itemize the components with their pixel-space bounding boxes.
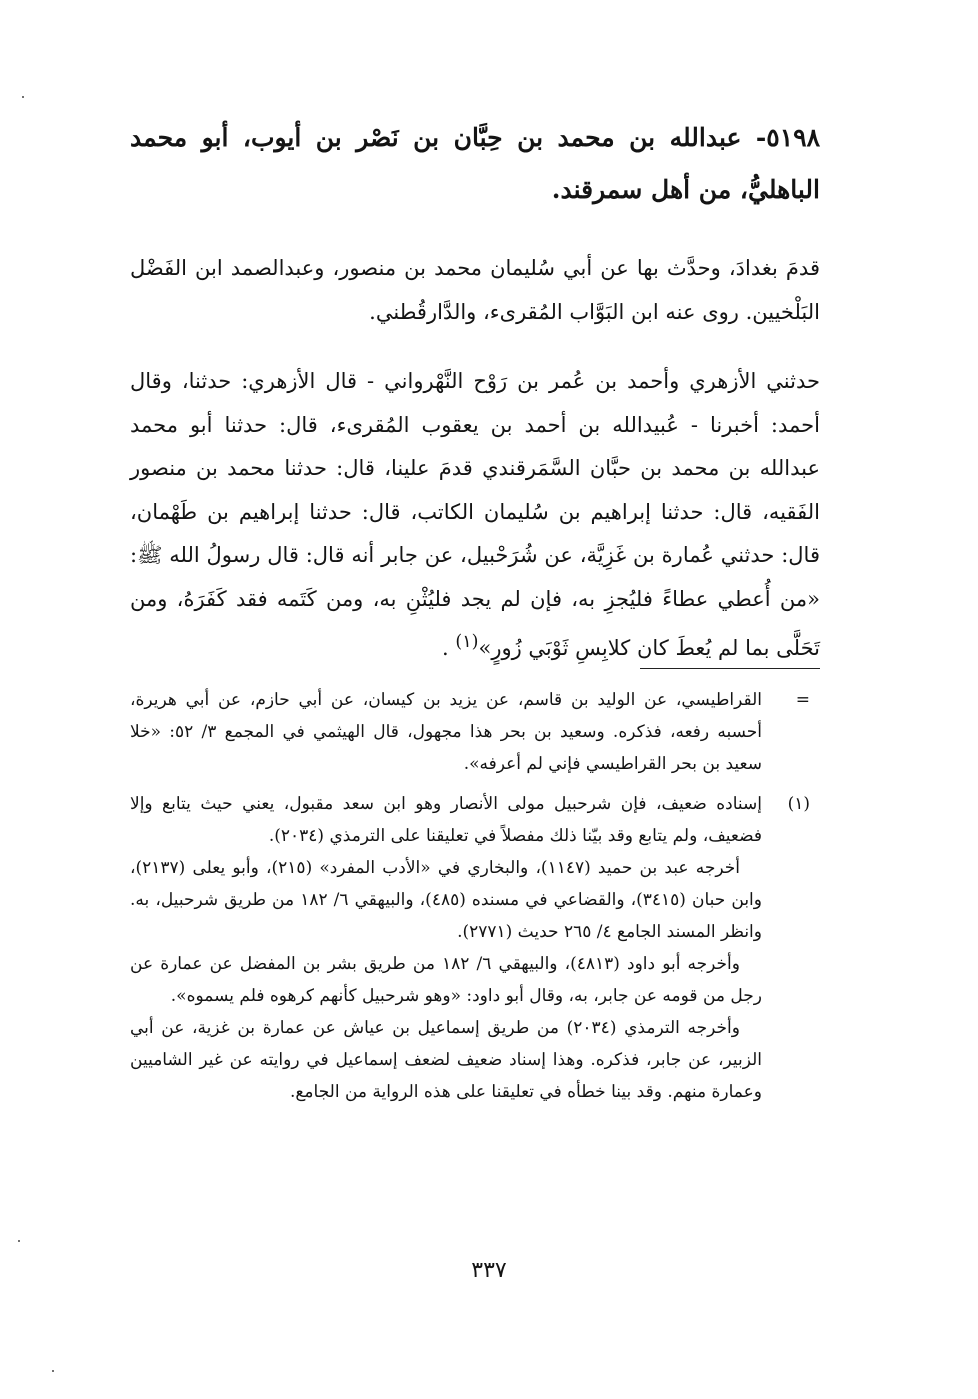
footnote-paragraph: وأخرجه أبو داود (٤٨١٣)، والبيهقي ٦/ ١٨٢ من طريق بشر بن المفضل عن عمارة عن رجل من قومه عن جابر، به، وقال أبو داود: «وهو شرحبيل كأنهم كرهوه فلم يسموه».	[130, 954, 762, 1006]
footnote-paragraph: القراطيسي، عن الوليد بن قاسم، عن يزيد بن كيسان، عن أبي حازم، عن أبي هريرة، أحسبه رفعه، فذكره. وسعيد بن بحر هذا مجهول، قال الهيثمي في المجمع ٣/ ٥٢: «خلا سعيد بن بحر القراطيسي فإني لم أعرفه».	[130, 690, 762, 774]
scan-speck	[18, 1240, 20, 1242]
footnote-separator	[640, 668, 820, 669]
footnote-paragraph: أخرجه عبد بن حميد (١١٤٧)، والبخاري في «الأدب المفرد» (٢١٥)، وأبو يعلى (٢١٣٧)، وابن حبان (٣٤١٥)، والقضاعي في مسنده (٤٨٥)، والبيهقي ٦/ ١٨٢ من طريق شرحبيل، به. وانظر المسند الجامع ٤/ ٢٦٥ حديث (٢٧٧١).	[130, 858, 762, 942]
biography-paragraph: قدمَ بغدادَ، وحدَّث بها عن أبي سُليمان محمد بن منصور، وعبدالصمد ابن الفَضْل البَلْخيين. روى عنه ابن البَوَّاب المُقرىء، والدَّارقُطني.	[130, 256, 820, 324]
scan-speck	[22, 96, 24, 98]
entry-heading: ٥١٩٨- عبدالله بن محمد بن حِبَّان بن نَصْر بن أيوب، أبو محمد الباهليُّ، من أهل سمرقند.	[130, 123, 820, 204]
scan-speck	[52, 1370, 54, 1372]
footnote-1	[130, 788, 820, 1108]
footnote-number: (١)	[787, 794, 810, 814]
hadith-text: حدثني الأزهري وأحمد بن عُمر بن رَوْح النَّهْرواني - قال الأزهري: حدثنا، وقال أحمد: أخبرنا - عُبيدالله بن أحمد بن يعقوب المُقرىء، قال: حدثنا أبو محمد عبدالله بن محمد بن حبَّان السَّمَرقندي قدمَ علينا، قال: حدثنا محمد بن منصور الفَقيه، قال: حدثنا إبراهيم بن سُليمان الكاتب، قال: حدثنا إبراهيم بن طَهْمان، قال: حدثني عُمارة بن غَزِيَّة، عن شُرَحْبيل، عن جابر أنه قال: قال رسولُ الله ﷺ: «من أُعطي عطاءً فليُجزِ به، فإن لم يجد فليُثْنِ به، ومن كَتَمه فقد كَفَرَهُ، ومن تَحَلَّى بما لم يُعطَ كان كلابِسِ ثَوْبَي زُورٍ»	[130, 369, 820, 660]
page-number: ٣٣٧	[471, 1258, 507, 1283]
continuation-marker: =	[795, 690, 810, 710]
footnote-continuation	[130, 684, 820, 780]
footnote-paragraph: وأخرجه الترمذي (٢٠٣٤) من طريق إسماعيل بن عياش عن عمارة بن غزية، عن أبي الزبير، عن جابر، فذكره. وهذا إسناد ضعيف لضعف إسماعيل في روايته عن غير الشاميين وعمارة منهم. وقد بينا خطأه في تعليقنا على هذه الرواية من الجامع.	[130, 1018, 762, 1102]
footnote-paragraph: إسناده ضعيف، فإن شرحبيل مولى الأنصار وهو ابن سعد مقبول، يعني حيث يتابع وإلا فضعيف، ولم يتابع وقد بيّنا ذلك مفصلاً في تعليقنا على الترمذي (٢٠٣٤).	[130, 794, 762, 846]
hadith-paragraph: حدثني الأزهري وأحمد بن عُمر بن رَوْح النَّهْرواني - قال الأزهري: حدثنا، وقال أحمد: أخبرنا - عُبيدالله بن أحمد بن يعقوب المُقرىء، قال: حدثنا أبو محمد عبدالله بن محمد بن حبَّان السَّمَرقندي قدمَ علينا، قال: حدثنا محمد بن منصور الفَقيه، قال: حدثنا إبراهيم بن سُليمان الكاتب، قال: حدثنا إبراهيم بن طَهْمان، قال: حدثني عُمارة بن غَزِيَّة، عن شُرَحْبيل، عن جابر أنه قال: قال رسولُ الله ﷺ: «من أُعطي عطاءً فليُجزِ به، فإن لم يجد فليُثْنِ به، ومن كَتَمه فقد كَفَرَهُ، ومن تَحَلَّى بما لم يُعطَ كان كلابِسِ ثَوْبَي زُورٍ»$^{(١)}$ .	[130, 369, 820, 660]
footnote-reference: (١)	[455, 632, 479, 652]
